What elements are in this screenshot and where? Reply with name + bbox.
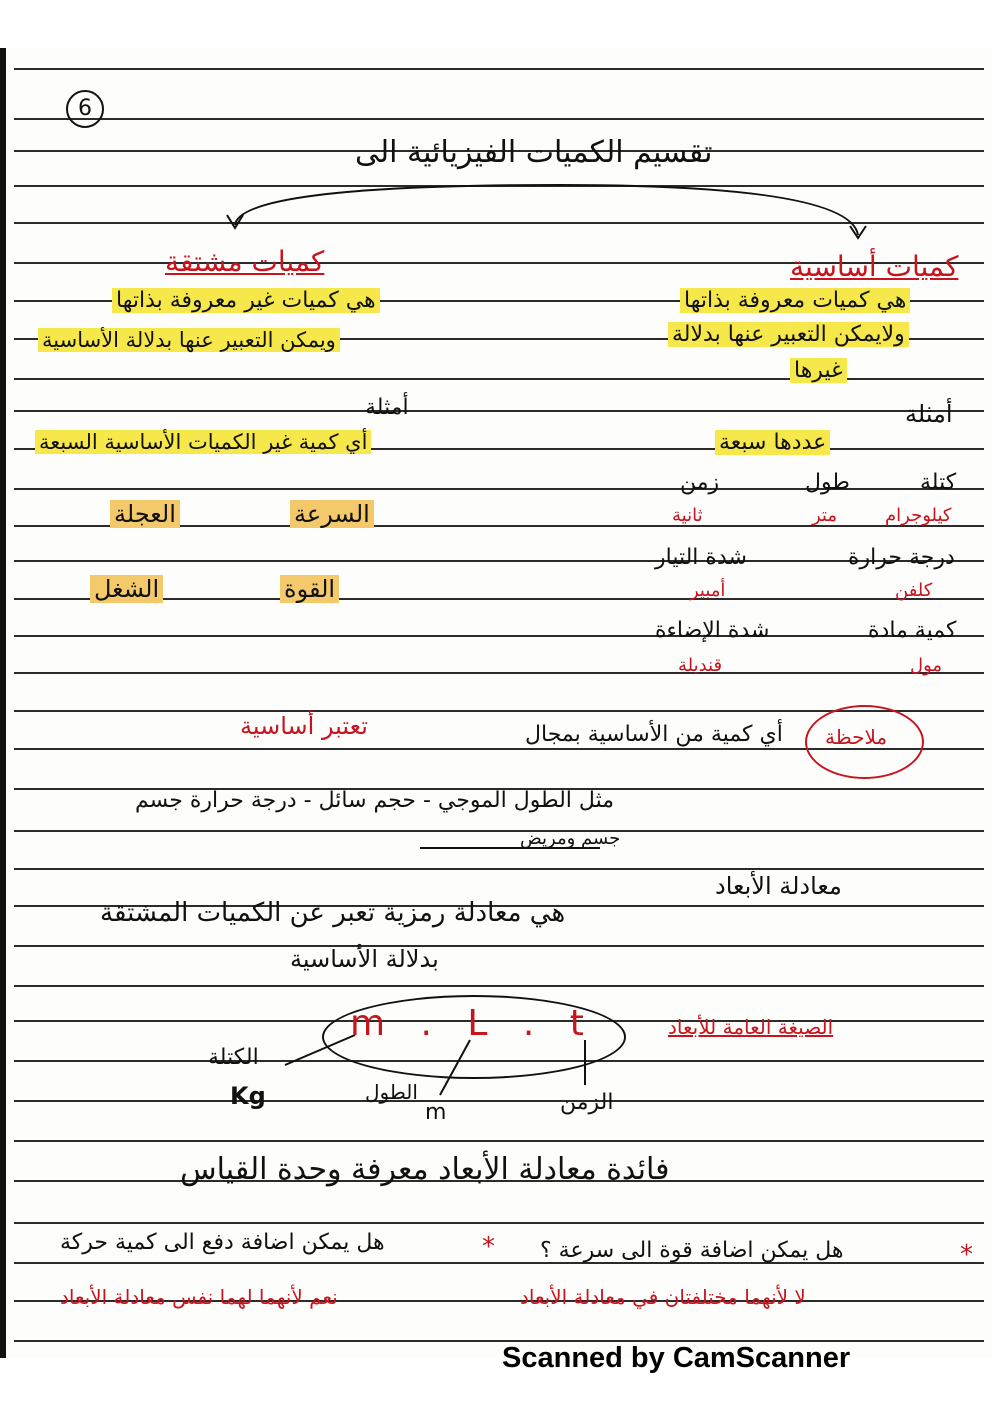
basic-definition-line2: ولايمكن التعبير عنها بدلالة: [668, 322, 909, 347]
quantity-mass: كتلة: [920, 470, 957, 495]
derived-example-acceleration: العجلة: [110, 500, 180, 528]
length-unit: m: [425, 1100, 447, 1125]
derived-examples-label: أمثلة: [365, 395, 409, 420]
note-badge: ملاحظة: [825, 725, 888, 749]
question-star-2: *: [482, 1232, 495, 1262]
quantity-temperature: درجة حرارة: [848, 545, 955, 570]
question-1: هل يمكن اضافة قوة الى سرعة ؟: [540, 1238, 844, 1263]
question-2: هل يمكن اضافة دفع الى كمية حركة: [60, 1230, 385, 1255]
scanner-watermark: Scanned by CamScanner: [502, 1342, 851, 1374]
quantity-amount: كمية مادة: [868, 618, 957, 643]
answer-1: لا لأنهما مختلفتان في معادلة الأبعاد: [520, 1285, 806, 1309]
general-form-label: الصيغة العامة للأبعاد: [668, 1015, 834, 1039]
derived-examples-note: أي كمية غير الكميات الأساسية السبعة: [35, 430, 371, 454]
dimensions-benefit: فائدة معادلة الأبعاد معرفة وحدة القياس: [180, 1152, 670, 1187]
unit-current: أمبير: [690, 580, 726, 601]
basic-count-note: عددها سبعة: [715, 430, 830, 455]
quantity-luminous: شدة الإضاءة: [655, 618, 770, 643]
derived-example-force: القوة: [280, 575, 339, 603]
derived-definition-line2: ويمكن التعبير عنها بدلالة الأساسية: [38, 328, 340, 352]
derived-example-work: الشغل: [90, 575, 163, 603]
basic-definition-line3: غيرها: [790, 358, 847, 383]
dimensions-formula: m . L . t: [350, 1003, 596, 1044]
unit-length: متر: [812, 505, 838, 526]
dimensions-definition: هي معادلة رمزية تعبر عن الكميات المشتقة: [100, 898, 566, 928]
unit-temperature: كلفن: [895, 580, 933, 601]
mass-unit: Kg: [230, 1082, 266, 1110]
quantity-current: شدة التيار: [655, 545, 747, 570]
basic-examples-label: أمثلة: [905, 400, 953, 428]
unit-time: ثانية: [672, 505, 703, 526]
derived-example-velocity: السرعة: [290, 500, 374, 528]
quantity-time: زمن: [680, 470, 720, 495]
question-star-1: *: [960, 1240, 973, 1270]
note-text-red: تعتبر أساسية: [240, 712, 368, 740]
derived-definition-line1: هي كميات غير معروفة بذاتها: [112, 288, 380, 313]
basic-quantities-heading: كميات أساسية: [790, 250, 959, 283]
page-number: 6: [66, 90, 104, 128]
length-label: الطول: [365, 1080, 418, 1104]
note-text: أي كمية من الأساسية بمجال: [525, 722, 783, 747]
mass-label: الكتلة: [208, 1045, 259, 1070]
basic-definition-line1: هي كميات معروفة بذاتها: [680, 288, 910, 313]
dimensions-heading: معادلة الأبعاد: [715, 872, 842, 900]
unit-luminous: قنديلة: [678, 655, 723, 676]
dimensions-definition-2: بدلالة الأساسية: [290, 945, 439, 973]
unit-amount: مول: [910, 655, 943, 676]
time-label: الزمن: [560, 1090, 614, 1115]
page-title: تقسيم الكميات الفيزيائية الى: [355, 135, 713, 170]
quantity-length: طول: [805, 470, 850, 495]
derived-quantities-heading: كميات مشتقة: [165, 245, 325, 278]
unit-mass: كيلوجرام: [885, 505, 952, 526]
note-example-2: جسم ومريض: [520, 828, 621, 849]
answer-2: نعم لأنهما لهما نفس معادلة الأبعاد: [60, 1285, 338, 1309]
note-example: مثل الطول الموجي - حجم سائل - درجة حرارة جسم: [135, 788, 614, 813]
